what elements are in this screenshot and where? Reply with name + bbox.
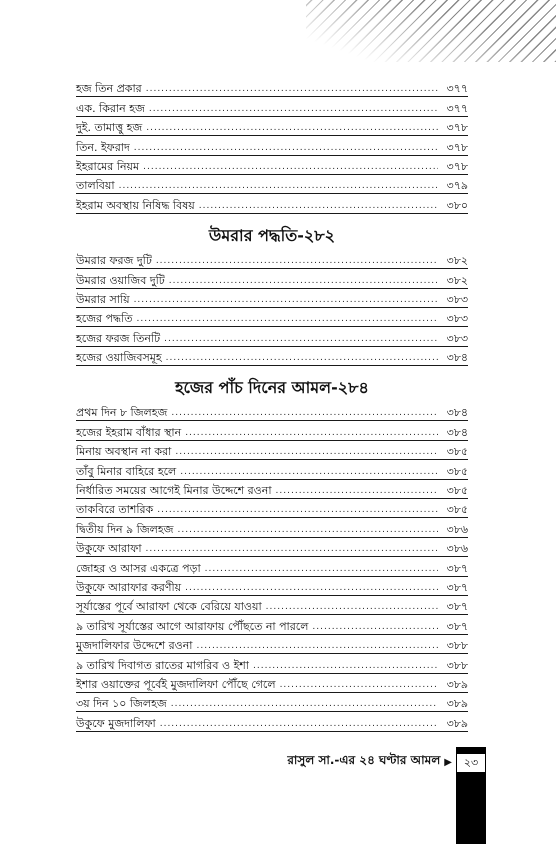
toc-entry	[76, 194, 468, 213]
toc-entry-page: ৩৮০	[446, 198, 468, 212]
dot-leader	[119, 182, 438, 191]
toc-entry-label: দ্বিতীয় দিন ৯ জিলহজ	[76, 522, 174, 536]
toc-entry-label: মিনায় অবস্থান না করা	[76, 445, 172, 459]
toc-entry-label: তাকবিরে তাশরিক	[76, 503, 154, 517]
toc-entry	[76, 269, 468, 288]
dot-leader	[197, 642, 439, 651]
dot-leader	[205, 565, 438, 574]
toc-entry-page: ৩৮২	[446, 273, 468, 287]
toc-entry-label: ইশার ওয়াক্তের পূর্বেই মুজদালিফা পৌঁছে গেলে	[76, 677, 276, 691]
toc-entry-page: ৩৮৫	[446, 484, 468, 498]
dot-leader	[312, 623, 438, 632]
toc-entry	[76, 596, 468, 615]
toc-entry	[76, 250, 468, 269]
toc-entry-page: ৩৮৫	[446, 503, 468, 517]
toc-entry-label: হজের পদ্ধতি	[76, 312, 133, 326]
toc-entry	[76, 557, 468, 576]
toc-entry	[76, 441, 468, 460]
toc-entry-label: ৩য় দিন ১০ জিলহজ	[76, 697, 167, 711]
toc-entry-label: দুই. তামাত্তু হজ	[76, 121, 143, 135]
toc-entry-page: ৩৮৭	[446, 600, 468, 614]
toc-entry-label: উকুফে আরাফার করণীয়	[76, 580, 182, 594]
dot-leader	[149, 105, 438, 114]
toc-entry-label: তালবিয়া	[76, 179, 115, 193]
toc-entry	[76, 117, 468, 136]
toc-entry	[76, 480, 468, 499]
toc-entry-page: ৩৮৭	[446, 561, 468, 575]
toc-entry	[76, 308, 468, 327]
toc-entry	[76, 97, 468, 116]
toc-entry-page: ৩৮৮	[446, 658, 468, 672]
toc-entry	[76, 615, 468, 634]
dot-leader	[134, 144, 438, 153]
triangle-right-icon: ▶	[444, 756, 452, 768]
toc-entry	[76, 693, 468, 712]
dot-leader	[146, 124, 438, 133]
toc-entry-label: তিন. ইফরাদ	[76, 140, 130, 154]
toc-entry-page: ৩৮৩	[446, 331, 468, 345]
toc-entry-page: ৩৮৪	[446, 425, 468, 439]
decorative-stripes	[306, 0, 556, 62]
toc-entry	[76, 402, 468, 421]
toc-entry-page: ৩৮৯	[446, 716, 468, 730]
toc-entry-label: উকুফে মুজদালিফা	[76, 716, 156, 730]
toc-entry-label: হজের ফরজ তিনটি	[76, 331, 161, 345]
dot-leader	[143, 163, 438, 172]
toc-entry-page: ৩৭৮	[446, 121, 468, 135]
toc-entry-label: ইহরাম অবস্থায় নিষিদ্ধ বিষয়	[76, 198, 195, 212]
toc-entry-label: ইহরামের নিয়ম	[76, 159, 140, 173]
dot-leader	[276, 487, 438, 496]
toc-entry	[76, 674, 468, 693]
dot-leader	[171, 700, 438, 709]
page-number: ২৩	[456, 753, 486, 773]
toc-entry	[76, 499, 468, 518]
dot-leader	[266, 603, 438, 612]
table-of-contents	[76, 78, 468, 732]
toc-entry	[76, 538, 468, 557]
toc-entry	[76, 156, 468, 175]
toc-entry-page: ৩৭৭	[446, 82, 468, 96]
toc-entry-label: হজের ওয়াজিবসমূহ	[76, 351, 162, 365]
toc-entry-label: ৯ তারিখ সূর্যাস্তের আগে আরাফায় পৌঁছতে না পারলে	[76, 619, 309, 633]
dot-leader	[137, 315, 438, 324]
dot-leader	[185, 584, 438, 593]
dot-leader	[160, 720, 438, 729]
dot-leader	[146, 545, 438, 554]
toc-entry	[76, 78, 468, 97]
dot-leader	[164, 335, 438, 344]
dot-leader	[178, 526, 439, 535]
book-title: রাসুল সা.-এর ২৪ ঘণ্টার আমল	[287, 753, 441, 767]
toc-entry-label: জোহর ও আসর একত্রে পড়া	[76, 561, 201, 575]
toc-entry-page: ৩৮৩	[446, 292, 468, 306]
dot-leader	[185, 429, 438, 438]
toc-entry-page: ৩৮৫	[446, 464, 468, 478]
toc-entry	[76, 327, 468, 346]
dot-leader	[157, 506, 438, 515]
toc-entry-page: ৩৭৭	[446, 101, 468, 115]
toc-entry-page: ৩৮৭	[446, 619, 468, 633]
dot-leader	[166, 354, 438, 363]
toc-entry-page: ৩৮৪	[446, 406, 468, 420]
toc-entry-page: ৩৮৮	[446, 639, 468, 653]
toc-entry	[76, 712, 468, 731]
toc-entry-page: ৩৮২	[446, 254, 468, 268]
toc-entry-label: উমরার সায়ি	[76, 292, 130, 306]
toc-entry-label: সূর্যাস্তের পূর্বে আরাফা থেকে বেরিয়ে যাওয়া	[76, 600, 262, 614]
toc-entry-label: হজের ইহরাম বাঁধার স্থান	[76, 425, 182, 439]
toc-entry-page: ৩৮৯	[446, 697, 468, 711]
toc-entry-label: প্রথম দিন ৮ জিলহজ	[76, 406, 168, 420]
toc-entry	[76, 421, 468, 440]
toc-entry	[76, 635, 468, 654]
dot-leader	[180, 468, 438, 477]
toc-entry	[76, 289, 468, 308]
toc-entry	[76, 347, 468, 366]
dot-leader	[146, 85, 438, 94]
dot-leader	[253, 662, 438, 671]
toc-entry-label: উকুফে আরাফা	[76, 542, 142, 556]
dot-leader	[171, 409, 438, 418]
toc-entry-label: উমরার ফরজ দুটি	[76, 254, 152, 268]
toc-entry-page: ৩৮৩	[446, 312, 468, 326]
toc-entry	[76, 654, 468, 673]
toc-entry-page: ৩৭৯	[446, 179, 468, 193]
dot-leader	[199, 202, 438, 211]
section-heading: হজের পাঁচ দিনের আমল-২৮৪	[175, 378, 369, 398]
toc-entry	[76, 577, 468, 596]
toc-entry-page: ৩৮৫	[446, 445, 468, 459]
running-footer	[287, 752, 452, 772]
toc-entry-page: ৩৭৮	[446, 159, 468, 173]
toc-entry-label: নির্ধারিত সময়ের আগেই মিনার উদ্দেশে রওনা	[76, 484, 272, 498]
toc-entry-label: হজ তিন প্রকার	[76, 82, 142, 96]
toc-entry	[76, 136, 468, 155]
dot-leader	[134, 296, 438, 305]
toc-entry-label: উমরার ওয়াজিব দুটি	[76, 273, 165, 287]
toc-entry-page: ৩৮৬	[446, 542, 468, 556]
page-tab	[456, 747, 486, 844]
dot-leader	[280, 681, 438, 690]
toc-entry-page: ৩৮৬	[446, 522, 468, 536]
dot-leader	[175, 448, 438, 457]
toc-entry-page: ৩৮৯	[446, 677, 468, 691]
section-heading: উমরার পদ্ধতি-২৮২	[208, 225, 336, 245]
toc-entry	[76, 518, 468, 537]
toc-entry	[76, 175, 468, 194]
toc-entry	[76, 460, 468, 479]
dot-leader	[156, 257, 438, 266]
toc-entry-label: এক. কিরান হজ	[76, 101, 145, 115]
toc-entry-page: ৩৭৮	[446, 140, 468, 154]
toc-entry-page: ৩৮৪	[446, 351, 468, 365]
toc-entry-label: ৯ তারিখ দিবাগত রাতের মাগরিব ও ইশা	[76, 658, 249, 672]
dot-leader	[169, 277, 438, 286]
toc-entry-label: মুজদালিফার উদ্দেশে রওনা	[76, 639, 193, 653]
toc-entry-label: তাঁবু মিনার বাহিরে হলে	[76, 464, 177, 478]
toc-entry-page: ৩৮৭	[446, 580, 468, 594]
